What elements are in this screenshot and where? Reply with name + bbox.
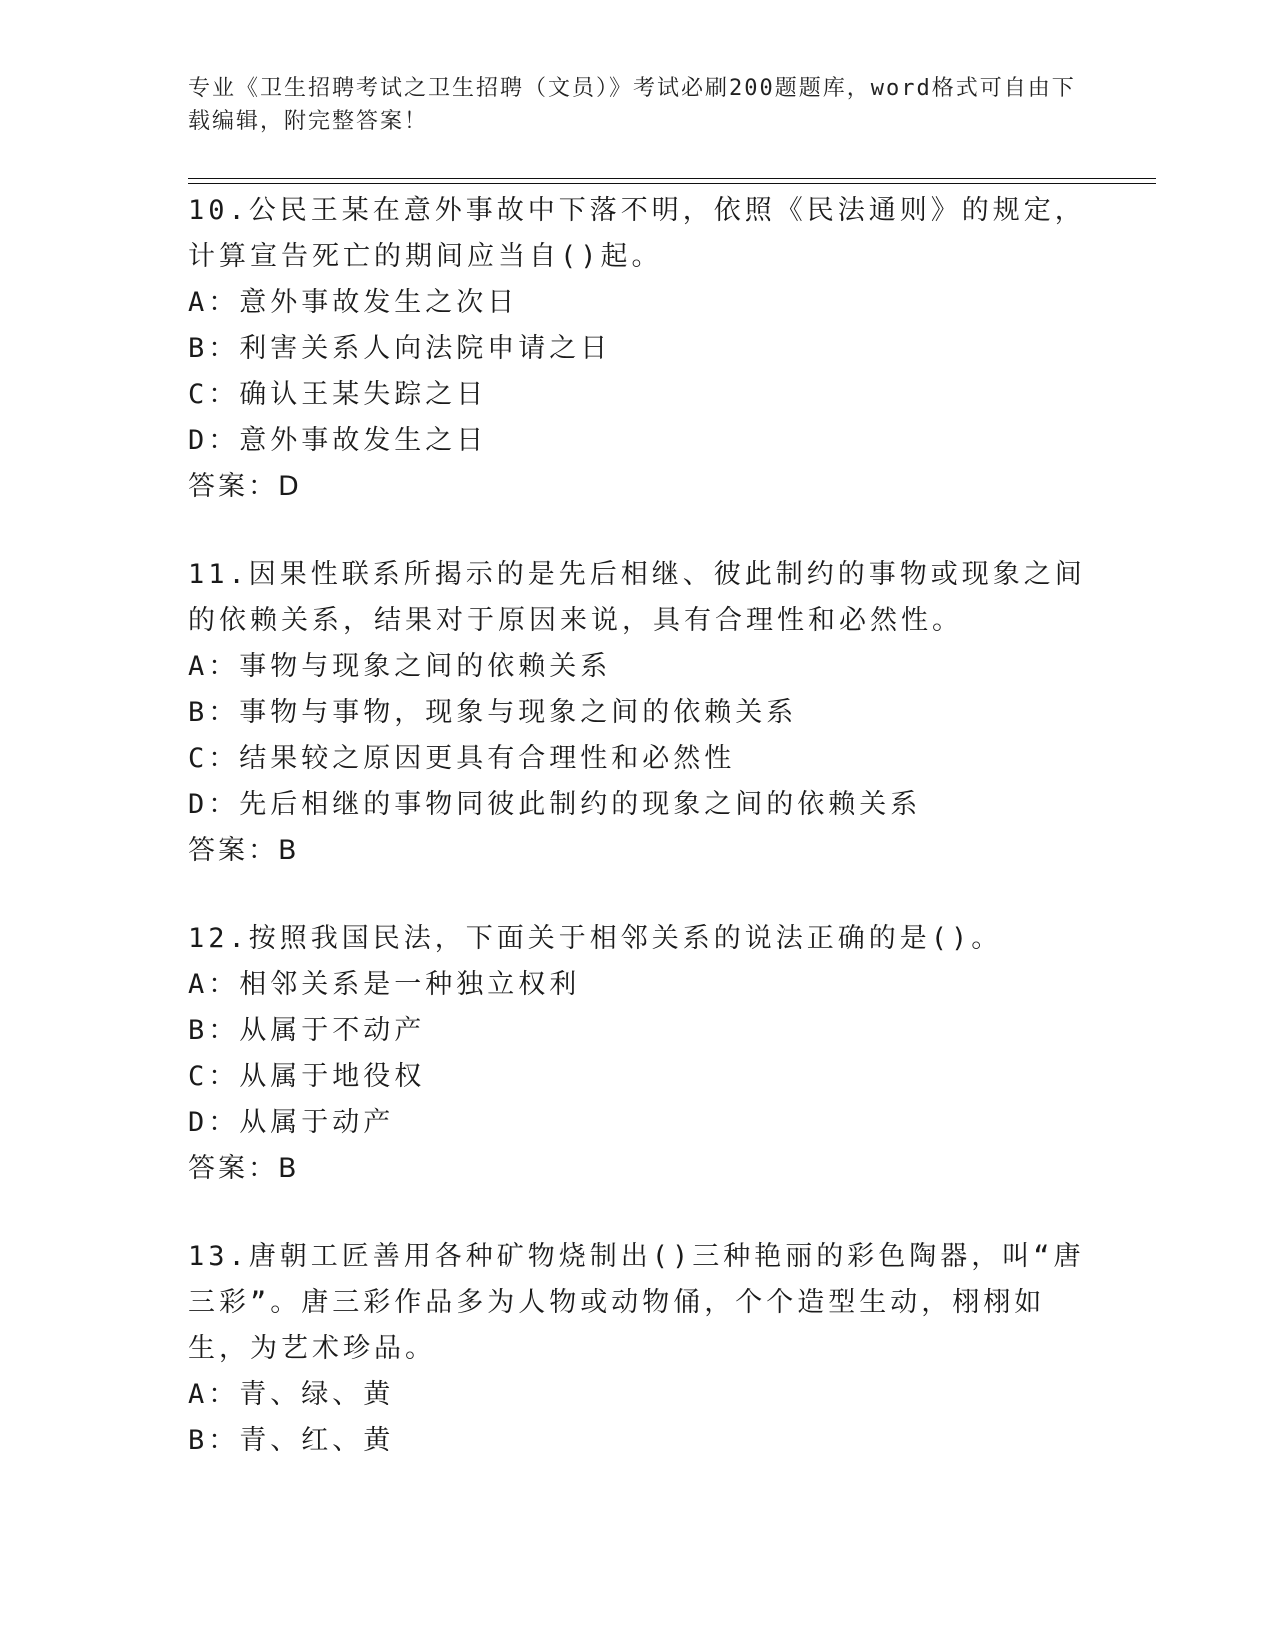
answer: 答案：B [188,835,300,866]
option-a: A：意外事故发生之次日 [188,287,519,318]
answer: 答案：D [188,471,302,502]
option-d: D：先后相继的事物同彼此制约的现象之间的依赖关系 [188,789,922,820]
document-header: 专业《卫生招聘考试之卫生招聘（文员）》考试必刷200题题库，word格式可自由下载编辑，附完整答案！ [188,76,1076,134]
option-c: C：确认王某失踪之日 [188,379,488,410]
question-13 [188,1234,1088,1464]
question-stem: 12.按照我国民法，下面关于相邻关系的说法正确的是()。 [188,923,1003,954]
question-stem: 13.唐朝工匠善用各种矿物烧制出()三种艳丽的彩色陶器，叫“唐三彩”。唐三彩作品多为人物或动物俑，个个造型生动，栩栩如生，为艺术珍品。 [188,1241,1085,1364]
option-b: B：从属于不动产 [188,1015,426,1046]
question-stem: 11.因果性联系所揭示的是先后相继、彼此制约的事物或现象之间的依赖关系，结果对于原因来说，具有合理性和必然性。 [188,559,1086,636]
option-a: A：青、绿、黄 [188,1379,395,1410]
option-a: A：相邻关系是一种独立权利 [188,969,581,1000]
option-a: A：事物与现象之间的依赖关系 [188,651,612,682]
answer: 答案：B [188,1153,300,1184]
option-b: B：青、红、黄 [188,1425,395,1456]
option-c: C：结果较之原因更具有合理性和必然性 [188,743,736,774]
question-12 [188,916,1088,1192]
question-list [188,188,1088,1464]
header-divider-bottom [188,183,1156,184]
option-b: B：事物与事物，现象与现象之间的依赖关系 [188,697,798,728]
option-d: D：从属于动产 [188,1107,395,1138]
question-10 [188,188,1088,510]
option-b: B：利害关系人向法院申请之日 [188,333,612,364]
header-divider-top [188,178,1156,179]
question-stem: 10.公民王某在意外事故中下落不明，依照《民法通则》的规定，计算宣告死亡的期间应当自()起。 [188,195,1086,272]
option-d: D：意外事故发生之日 [188,425,488,456]
option-c: C：从属于地役权 [188,1061,426,1092]
question-11 [188,552,1088,874]
